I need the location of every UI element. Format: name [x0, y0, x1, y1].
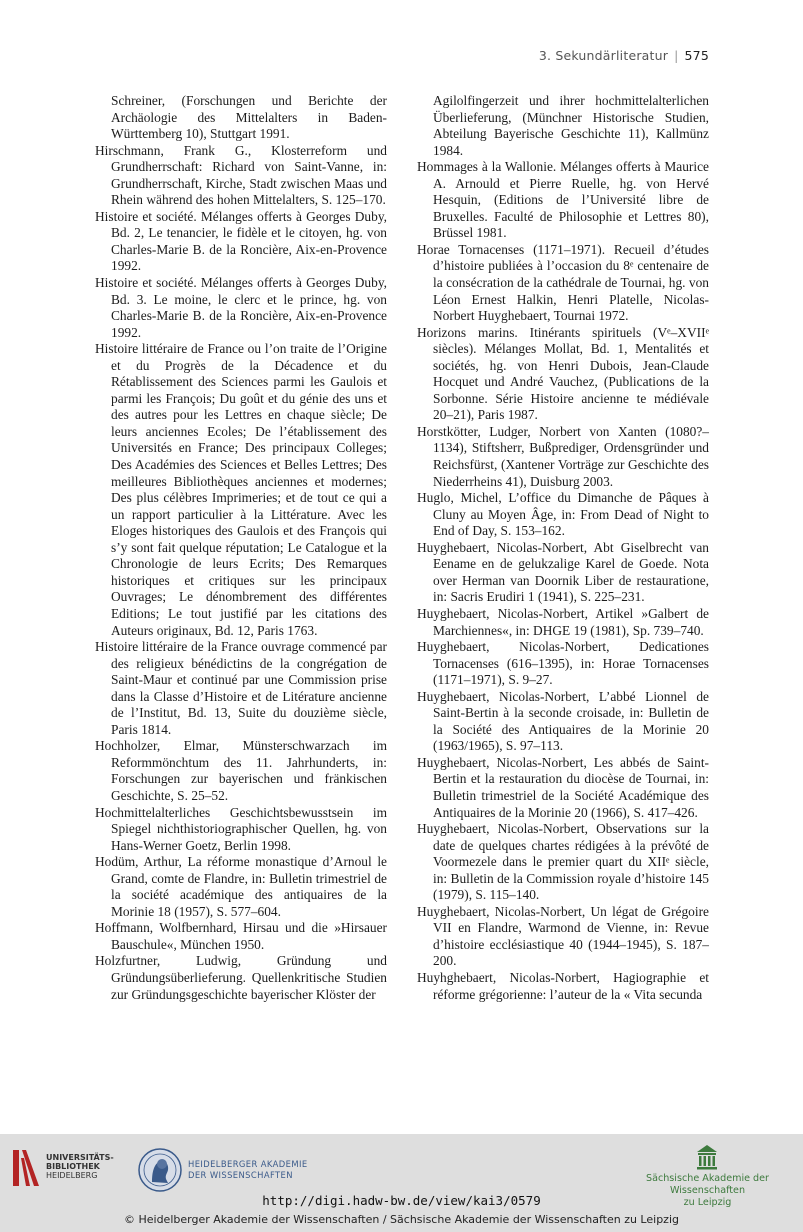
bibliography-column-left: [95, 93, 387, 1003]
running-header: [539, 48, 709, 63]
bibliography-entry: Hochholzer, Elmar, Münsterschwarzach im Reformmönchtum des 11. Jahrhunderts, in: Forschungen zur bayerischen und fränkischen Geschichte, S. 25–52.: [95, 738, 387, 803]
bibliography-column-right: [417, 93, 709, 1003]
bibliography-entry: Huyghebaert, Nicolas-Norbert, Abt Giselbrecht van Eename en de gelukzalige Karel de Goede. Nota over Herman van Doornik Liber de restauratione, in: Sacris Erudiri 1 (1941), S. 225–231.: [417, 539, 709, 605]
bibliography-entry: Huyghebaert, Nicolas-Norbert, Un légat de Grégoire VII en Flandre, Warmond de Vienne, in: Revue d’histoire ecclésiastique 40 (1944–1945), S. 187–200.: [417, 903, 709, 969]
bibliography-entry: Agilolfingerzeit und ihrer hochmittelalterlichen Überlieferung, (Münchner Historische Studien, Abteilung Bayerische Geschichte 11), Kallmünz 1984.: [433, 93, 709, 158]
page-number: 575: [684, 48, 709, 63]
bibliography-entry: Histoire littéraire de la France ouvrage commencé par des religieux bénédictins de la congrégation de Saint-Maur et continué par une Commission prise dans la Classe d’Histoire et de Litérature ancienne de l’Institut, Bd. 13, Suite du douzième siècle, Paris 1814.: [95, 639, 387, 737]
ub-heidelberg-icon: [10, 1148, 42, 1188]
bibliography-entry: Hodüm, Arthur, La réforme monastique d’Arnoul le Grand, comte de Flandre, in: Bulletin trimestriel de la société académique des antiquaires de la Morinie 18 (1957), S. 577–604.: [95, 854, 387, 919]
ub-logo-line: HEIDELBERG: [46, 1171, 98, 1180]
bibliography-entry: Huyghebaert, Nicolas-Norbert, Observations sur la date de quelques chartes rédigées à la prévôté de Voormezele dans le premier quart du XIIᵉ siècle, in: Bulletin de la Commission royale d’histoire 145 (1979), S. 115–140.: [417, 821, 709, 903]
bibliography-entry: Histoire et société. Mélanges offerts à Georges Duby, Bd. 2, Le tenancier, le fidèle et le citoyen, hg. von Charles-Marie B. de la Roncière, Aix-en-Provence 1992.: [95, 208, 387, 274]
bibliography-entry: Schreiner, (Forschungen und Berichte der Archäologie des Mittelalters in Baden-Württemberg 10), Stuttgart 1991.: [111, 93, 387, 142]
ub-heidelberg-logo[interactable]: [10, 1148, 114, 1192]
bibliography-entry: Horstkötter, Ludger, Norbert von Xanten (1080?–1134), Stiftsherr, Bußprediger, Ordensgründer und Reichsfürst, (Xantener Vorträge zur Geschichte des Niederrheins 41), Duisburg 2003.: [417, 423, 709, 489]
saw-logo-line: Sächsische Akademie der Wissenschaften: [645, 1173, 769, 1196]
bibliography-entry: Huyghebaert, Nicolas-Norbert, L’abbé Lionnel de Saint-Bertin à la seconde croisade, in: Bulletin de la Société des Antiquaires de la Morinie 20 (1963/1965), S. 97–113.: [417, 688, 709, 754]
hadw-logo-line: HEIDELBERGER AKADEMIE: [188, 1159, 308, 1169]
bibliography-entry: Huyhghebaert, Nicolas-Norbert, Hagiographie et réforme grégorienne: l’auteur de la « Vita secunda: [417, 969, 709, 1002]
ub-logo-line: BIBLIOTHEK: [46, 1162, 100, 1171]
copyright-notice: © Heidelberger Akademie der Wissenschaften / Sächsische Akademie der Wissenschaften zu Leipzig: [123, 1213, 679, 1226]
bibliography-entry: Huglo, Michel, L’office du Dimanche de Pâques à Cluny au Moyen Âge, in: From Dead of Night to End of Day, S. 153–162.: [417, 490, 709, 539]
bibliography-entry: Hirschmann, Frank G., Klosterreform und Grundherrschaft: Richard von Saint-Vanne, in: Grundherrschaft, Kirche, Stadt zwischen Maas und Rhein während des hohen Mittelalters, S. 125–170.: [95, 142, 387, 208]
ub-logo-line: UNIVERSITÄTS-: [46, 1153, 114, 1162]
saw-building-icon: [696, 1144, 718, 1170]
bibliography-entry: Huyghebaert, Nicolas-Norbert, Dedicationes Tornacenses (616–1395), in: Horae Tornacenses (1171–1971), S. 9–27.: [417, 639, 709, 688]
bibliography-entry: Hoffmann, Wolfbernhard, Hirsau und die »Hirsauer Bauschule«, München 1950.: [95, 920, 387, 952]
hadw-logo[interactable]: [138, 1142, 338, 1198]
hadw-logo-line: DER WISSENSCHAFTEN: [188, 1169, 293, 1180]
header-separator: |: [674, 48, 679, 63]
bibliography-entry: Hochmittelalterliches Geschichtsbewusstsein im Spiegel nichthistoriographischer Quellen, hg. von Hans-Werner Goetz, Berlin 1998.: [95, 804, 387, 853]
bibliography-entry: Histoire littéraire de France ou l’on traite de l’Origine et du Progrès de la Décadence et du Rétablissement des Sciences parmi les Gaulois et parmi les François; Du goût et du génie des uns et des autres pour les Lettres en chaque siècle; De leurs anciennes Ecoles; De l’établissement des Universités en France; Des principaux Colleges; Des Académies des Sciences et Belles Lettres; Des meilleures Bibliothèques anciennes et modernes; Des plus célèbres Imprimeries; et de tout ce qui a un rapport particulier à la Littérature. Avec les Eloges historiques des Gaulois et des François qui s’y sont fait quelque réputation; Le Catalogue et la Chronologie de leurs Ecrits; Des Remarques historiques et critiques sur les principaux Ouvrages; Le dénombrement des différentes Editions; Le tout justifié par les citations des Auteurs originaux, Bd. 12, Paris 1763.: [95, 341, 387, 638]
bibliography-entry: Huyghebaert, Nicolas-Norbert, Les abbés de Saint-Bertin et la restauration du diocèse de Tournai, in: Bulletin trimestriel de la Société Académique des Antiquaires de la Morinie 20 (1966), S. 417–426.: [417, 754, 709, 820]
bibliography-entry: Histoire et société. Mélanges offerts à Georges Duby, Bd. 3. Le moine, le clerc et le prince, hg. von Charles-Marie B. de la Roncière, Aix-en-Provence 1992.: [95, 275, 387, 340]
bibliography-entry: Huyghebaert, Nicolas-Norbert, Artikel »Galbert de Marchiennes«, in: DHGE 19 (1981), Sp. 739–740.: [417, 605, 709, 638]
bibliography-entry: Horae Tornacenses (1171–1971). Recueil d’études d’histoire publiées à l’occasion du 8ᵉ centenaire de la consécration de la cathédrale de Tournai, hg. von Léon Ernest Halkin, Henri Platelle, Nicolas-Norbert Huyghebaert, Tournai 1972.: [417, 241, 709, 324]
bibliography-entry: Holzfurtner, Ludwig, Gründung und Gründungsüberlieferung. Quellenkritische Studien zur Gründungsgeschichte bayerischer Klöster der: [95, 953, 387, 1002]
hadw-seal-icon: [138, 1142, 182, 1198]
bibliography-entry: Hommages à la Wallonie. Mélanges offerts à Maurice A. Arnould et Pierre Ruelle, hg. von Hervé Hesquin, (Editions de l’Université libre de Bruxelles. Faculté de Philosophie et Lettres 80), Brüssel 1981.: [417, 159, 709, 241]
saw-logo-line: zu Leipzig: [683, 1197, 732, 1208]
bibliography-entry: Horizons marins. Itinérants spirituels (Vᵉ–XVIIᵉ siècles). Mélanges Mollat, Bd. 1, Mentalités et sociétés, hg. von Henri Dubois, Jean-Claude Hocquet und André Vauchez, (Publications de la Sorbonne. Série Histoire ancienne te médiévale 20–21), Paris 1987.: [417, 324, 709, 423]
section-title: 3. Sekundärliteratur: [538, 48, 669, 63]
permalink-url[interactable]: http://digi.hadw-bw.de/view/kai3/0579: [262, 1193, 541, 1208]
